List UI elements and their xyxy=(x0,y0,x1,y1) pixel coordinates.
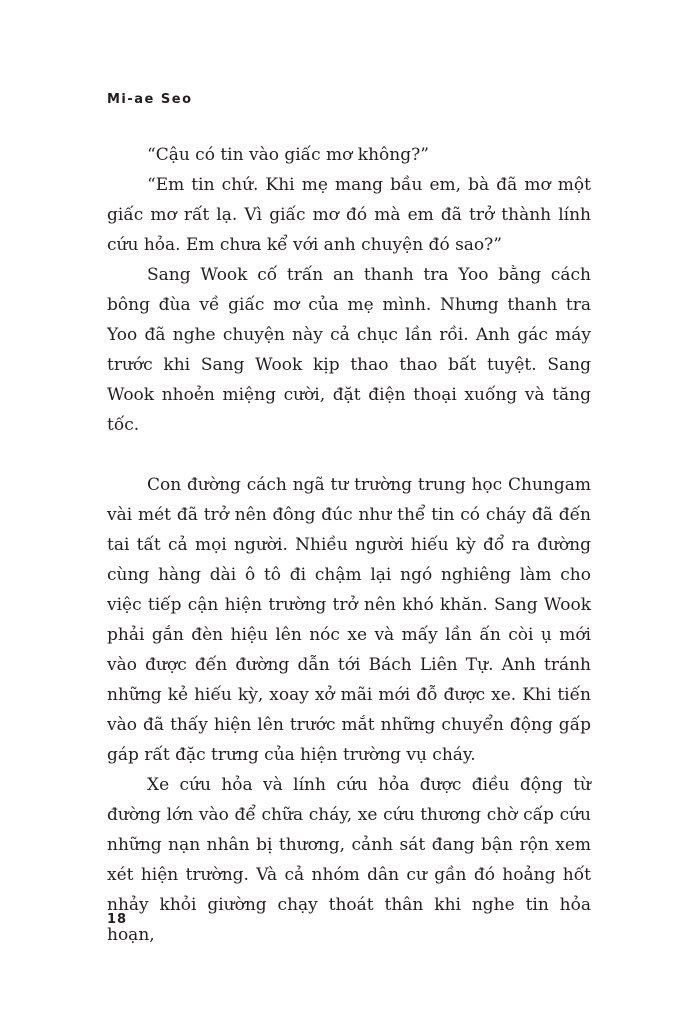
paragraph: “Cậu có tin vào giấc mơ không?” xyxy=(147,145,429,165)
body-text xyxy=(107,140,591,950)
paragraph: Con đường cách ngã tư trường trung học Chungam vài mét đã trở nên đông đúc như thể tin có cháy đã đến tai tất cả mọi người. Nhiều người hiếu kỳ đổ ra đường cùng hàng dài ô tô đi chậm lại ngó nghiêng làm cho việc tiếp cận hiện trường trở nên khó khăn. Sang Wook phải gắn đèn hiệu lên nóc xe và mấy lần ấn còi ụ mới vào được đến đường dẫn tới Bách Liên Tự. Anh tránh những kẻ hiếu kỳ, xoay xở mãi mới đỗ được xe. Khi tiến vào đã thấy hiện lên trước mắt những chuyển động gấp gáp rất đặc trưng của hiện trường vụ cháy. xyxy=(107,475,591,765)
paragraph: “Em tin chứ. Khi mẹ mang bầu em, bà đã mơ một giấc mơ rất lạ. Vì giấc mơ đó mà em đã trở thành lính cứu hỏa. Em chưa kể với anh chuyện đó sao?” xyxy=(107,175,591,255)
paragraph: Sang Wook cố trấn an thanh tra Yoo bằng cách bông đùa về giấc mơ của mẹ mình. Nhưng thanh tra Yoo đã nghe chuyện này cả chục lần rồi. Anh gác máy trước khi Sang Wook kịp thao thao bất tuyệt. Sang Wook nhoẻn miệng cười, đặt điện thoại xuống và tăng tốc. xyxy=(107,265,591,435)
running-head-author: Mi-ae Seo xyxy=(107,92,193,107)
paragraph: Xe cứu hỏa và lính cứu hỏa được điều động từ đường lớn vào để chữa cháy, xe cứu thương chờ cấp cứu những nạn nhân bị thương, cảnh sát đang bận rộn xem xét hiện trường. Và cả nhóm dân cư gần đó hoảng hốt nhảy khỏi giường chạy thoát thân khi nghe tin hỏa hoạn, xyxy=(107,775,591,945)
page-number: 18 xyxy=(107,912,128,927)
